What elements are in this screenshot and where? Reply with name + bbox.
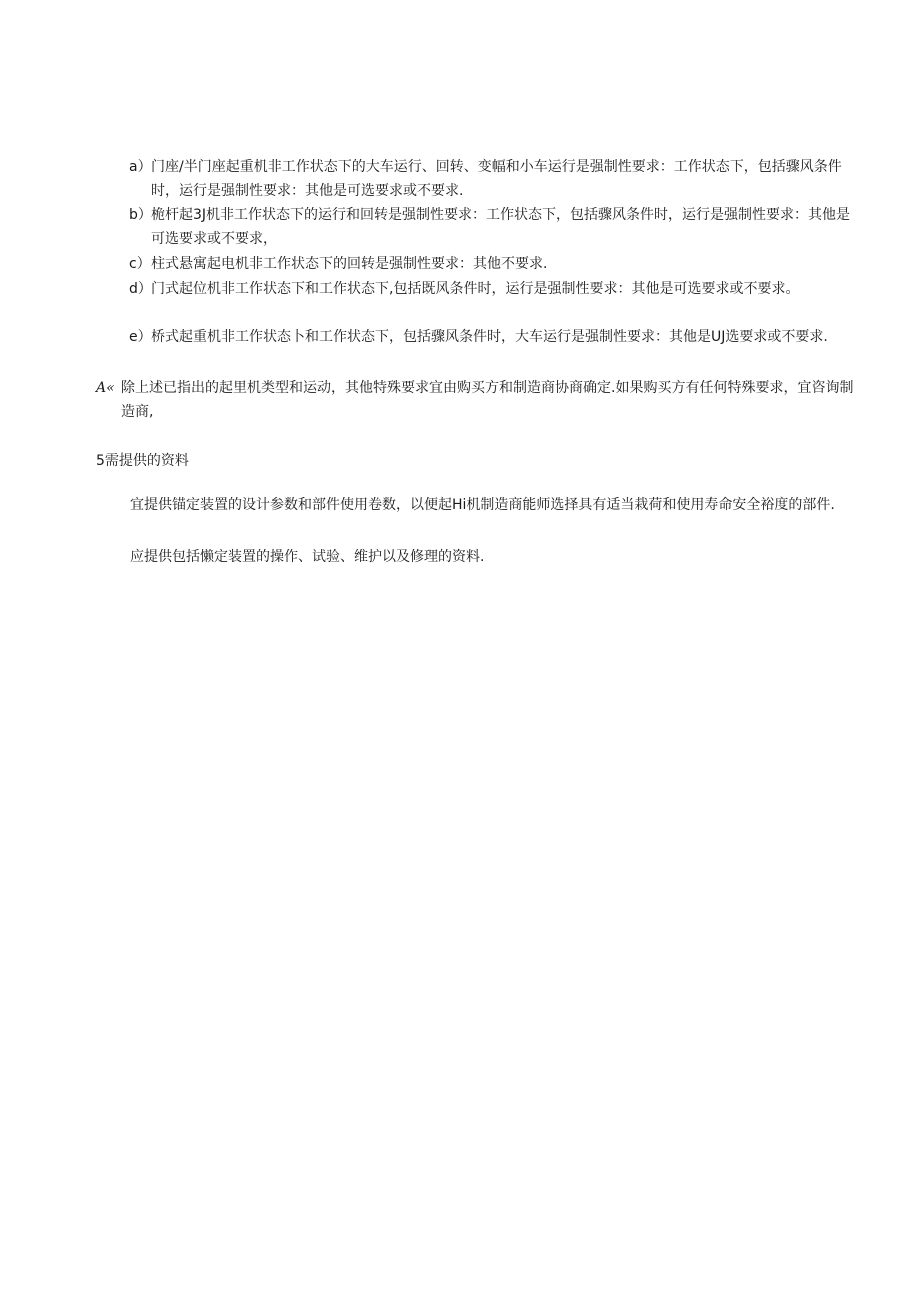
list-item-text: 门式起位机非工作状态下和工作状态下,包括既风条件时，运行是强制性要求：其他是可选要求或不要求。 bbox=[151, 281, 800, 297]
note-text: 除上述已指出的起里机类型和运动，其他特殊要求宜由购买方和制造商协商确定.如果购买方有任何特殊要求，宜咨询制造商, bbox=[121, 380, 854, 420]
list-item-a bbox=[129, 155, 859, 203]
list-item-e bbox=[129, 325, 859, 349]
note-marker: A« bbox=[96, 380, 115, 396]
list-item-text: 桥式起重机非工作状态卜和工作状态下，包括骤风条件时，大车运行是强制性要求：其他是UJ选要求或不要求. bbox=[151, 329, 828, 345]
list-item-text: 柱式悬寓起电机非工作状态下的回转是强制性要求：其他不要求. bbox=[151, 256, 548, 272]
list-marker: c） bbox=[129, 256, 151, 272]
section-heading: 5需提供的资料 bbox=[96, 453, 189, 469]
list-item-c bbox=[129, 252, 859, 276]
list-marker: b） bbox=[129, 207, 152, 223]
paragraph-design-parameters: 宜提供锚定装置的设计参数和部件使用卷数，以便起Hi机制造商能师选择具有适当栽荷和使用寿命安全裕度的部件. bbox=[130, 497, 835, 513]
list-marker: a） bbox=[129, 159, 152, 175]
list-item-d bbox=[129, 277, 859, 301]
list-marker: e） bbox=[129, 329, 152, 345]
list-item-text: 门座/半门座起重机非工作状态下的大车运行、回转、变幅和小车运行是强制性要求：工作状态下，包括骤风条件时，运行是强制性要求：其他是可选要求或不要求. bbox=[151, 159, 842, 199]
note bbox=[96, 376, 859, 424]
paragraph-operation-info: 应提供包括懒定装置的操作、试验、维护以及修理的资料. bbox=[130, 549, 485, 565]
list-marker: d） bbox=[129, 281, 152, 297]
list-item-b bbox=[129, 203, 859, 251]
list-item-text: 桅杆起3J机非工作状态下的运行和回转是强制性要求：工作状态下，包括骤风条件时，运行是强制性要求：其他是可选要求或不要求， bbox=[151, 207, 851, 247]
